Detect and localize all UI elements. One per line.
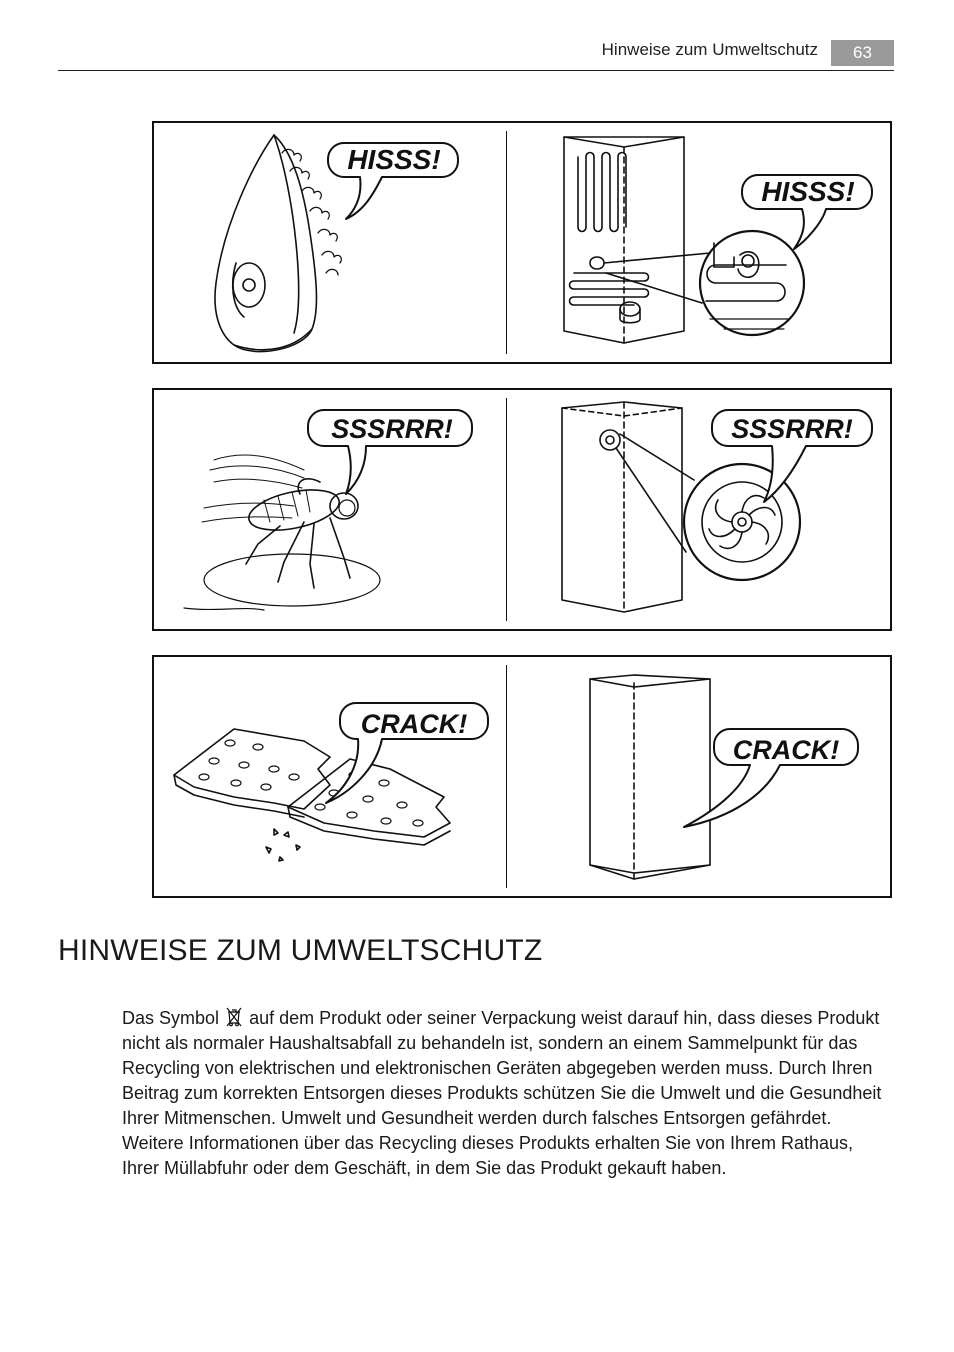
illustration-sssrrr <box>154 390 890 629</box>
illustration-panel-crack <box>152 655 892 898</box>
header-rule <box>58 70 894 71</box>
bubble-text-crack-right: CRACK! <box>732 735 840 765</box>
bubble-text-sssrrr-left: SSSRRR! <box>331 414 453 444</box>
fly-icon <box>202 455 358 588</box>
page-number: 63 <box>831 40 894 66</box>
fridge-icon <box>562 402 682 612</box>
crossed-out-wheelie-bin-icon <box>226 1007 242 1027</box>
text-before-icon: Das Symbol <box>122 1008 220 1028</box>
bubble-text-hiss-left: HISSS! <box>347 144 441 175</box>
fridge-back-icon <box>564 137 684 343</box>
steam-iron-icon <box>215 135 317 352</box>
section-title: HINWEISE ZUM UMWELTSCHUTZ <box>58 934 543 967</box>
header-title: Hinweise zum Umweltschutz <box>601 40 818 59</box>
fridge-icon <box>590 675 710 879</box>
bubble-text-sssrrr-right: SSSRRR! <box>731 414 853 444</box>
illustration-panel-hiss <box>152 121 892 364</box>
illustration-hiss <box>154 123 890 362</box>
bubble-text-crack-left: CRACK! <box>360 709 468 739</box>
illustration-panel-sssrrr <box>152 388 892 631</box>
bubble-text-hiss-right: HISSS! <box>761 176 855 207</box>
cracker-icon <box>174 729 450 861</box>
text-after-icon: auf dem Produkt oder seiner Verpackung weist darauf hin, dass dieses Produkt nicht als normaler Haushaltsabfall zu behandeln ist, sondern an einem Sammelpunkt für das Recycling von elektrischen und elektronischen Geräten abgegeben werden muss. Durch Ihren Beitrag zum korrekten Entsorgen dieses Produkts schützen Sie die Umwelt und die Gesundheit Ihrer Mitmenschen. Umwelt und Gesundheit werden durch falsches Entsorgen gefährdet. Weitere Informationen über das Recycling dieses Produkts erhalten Sie von Ihrem Rathaus, Ihrer Müllabfuhr oder dem Geschäft, in dem Sie das Produkt gekauft haben. <box>122 1008 882 1178</box>
environment-notice-text <box>122 1006 894 1181</box>
illustration-crack <box>154 657 890 896</box>
